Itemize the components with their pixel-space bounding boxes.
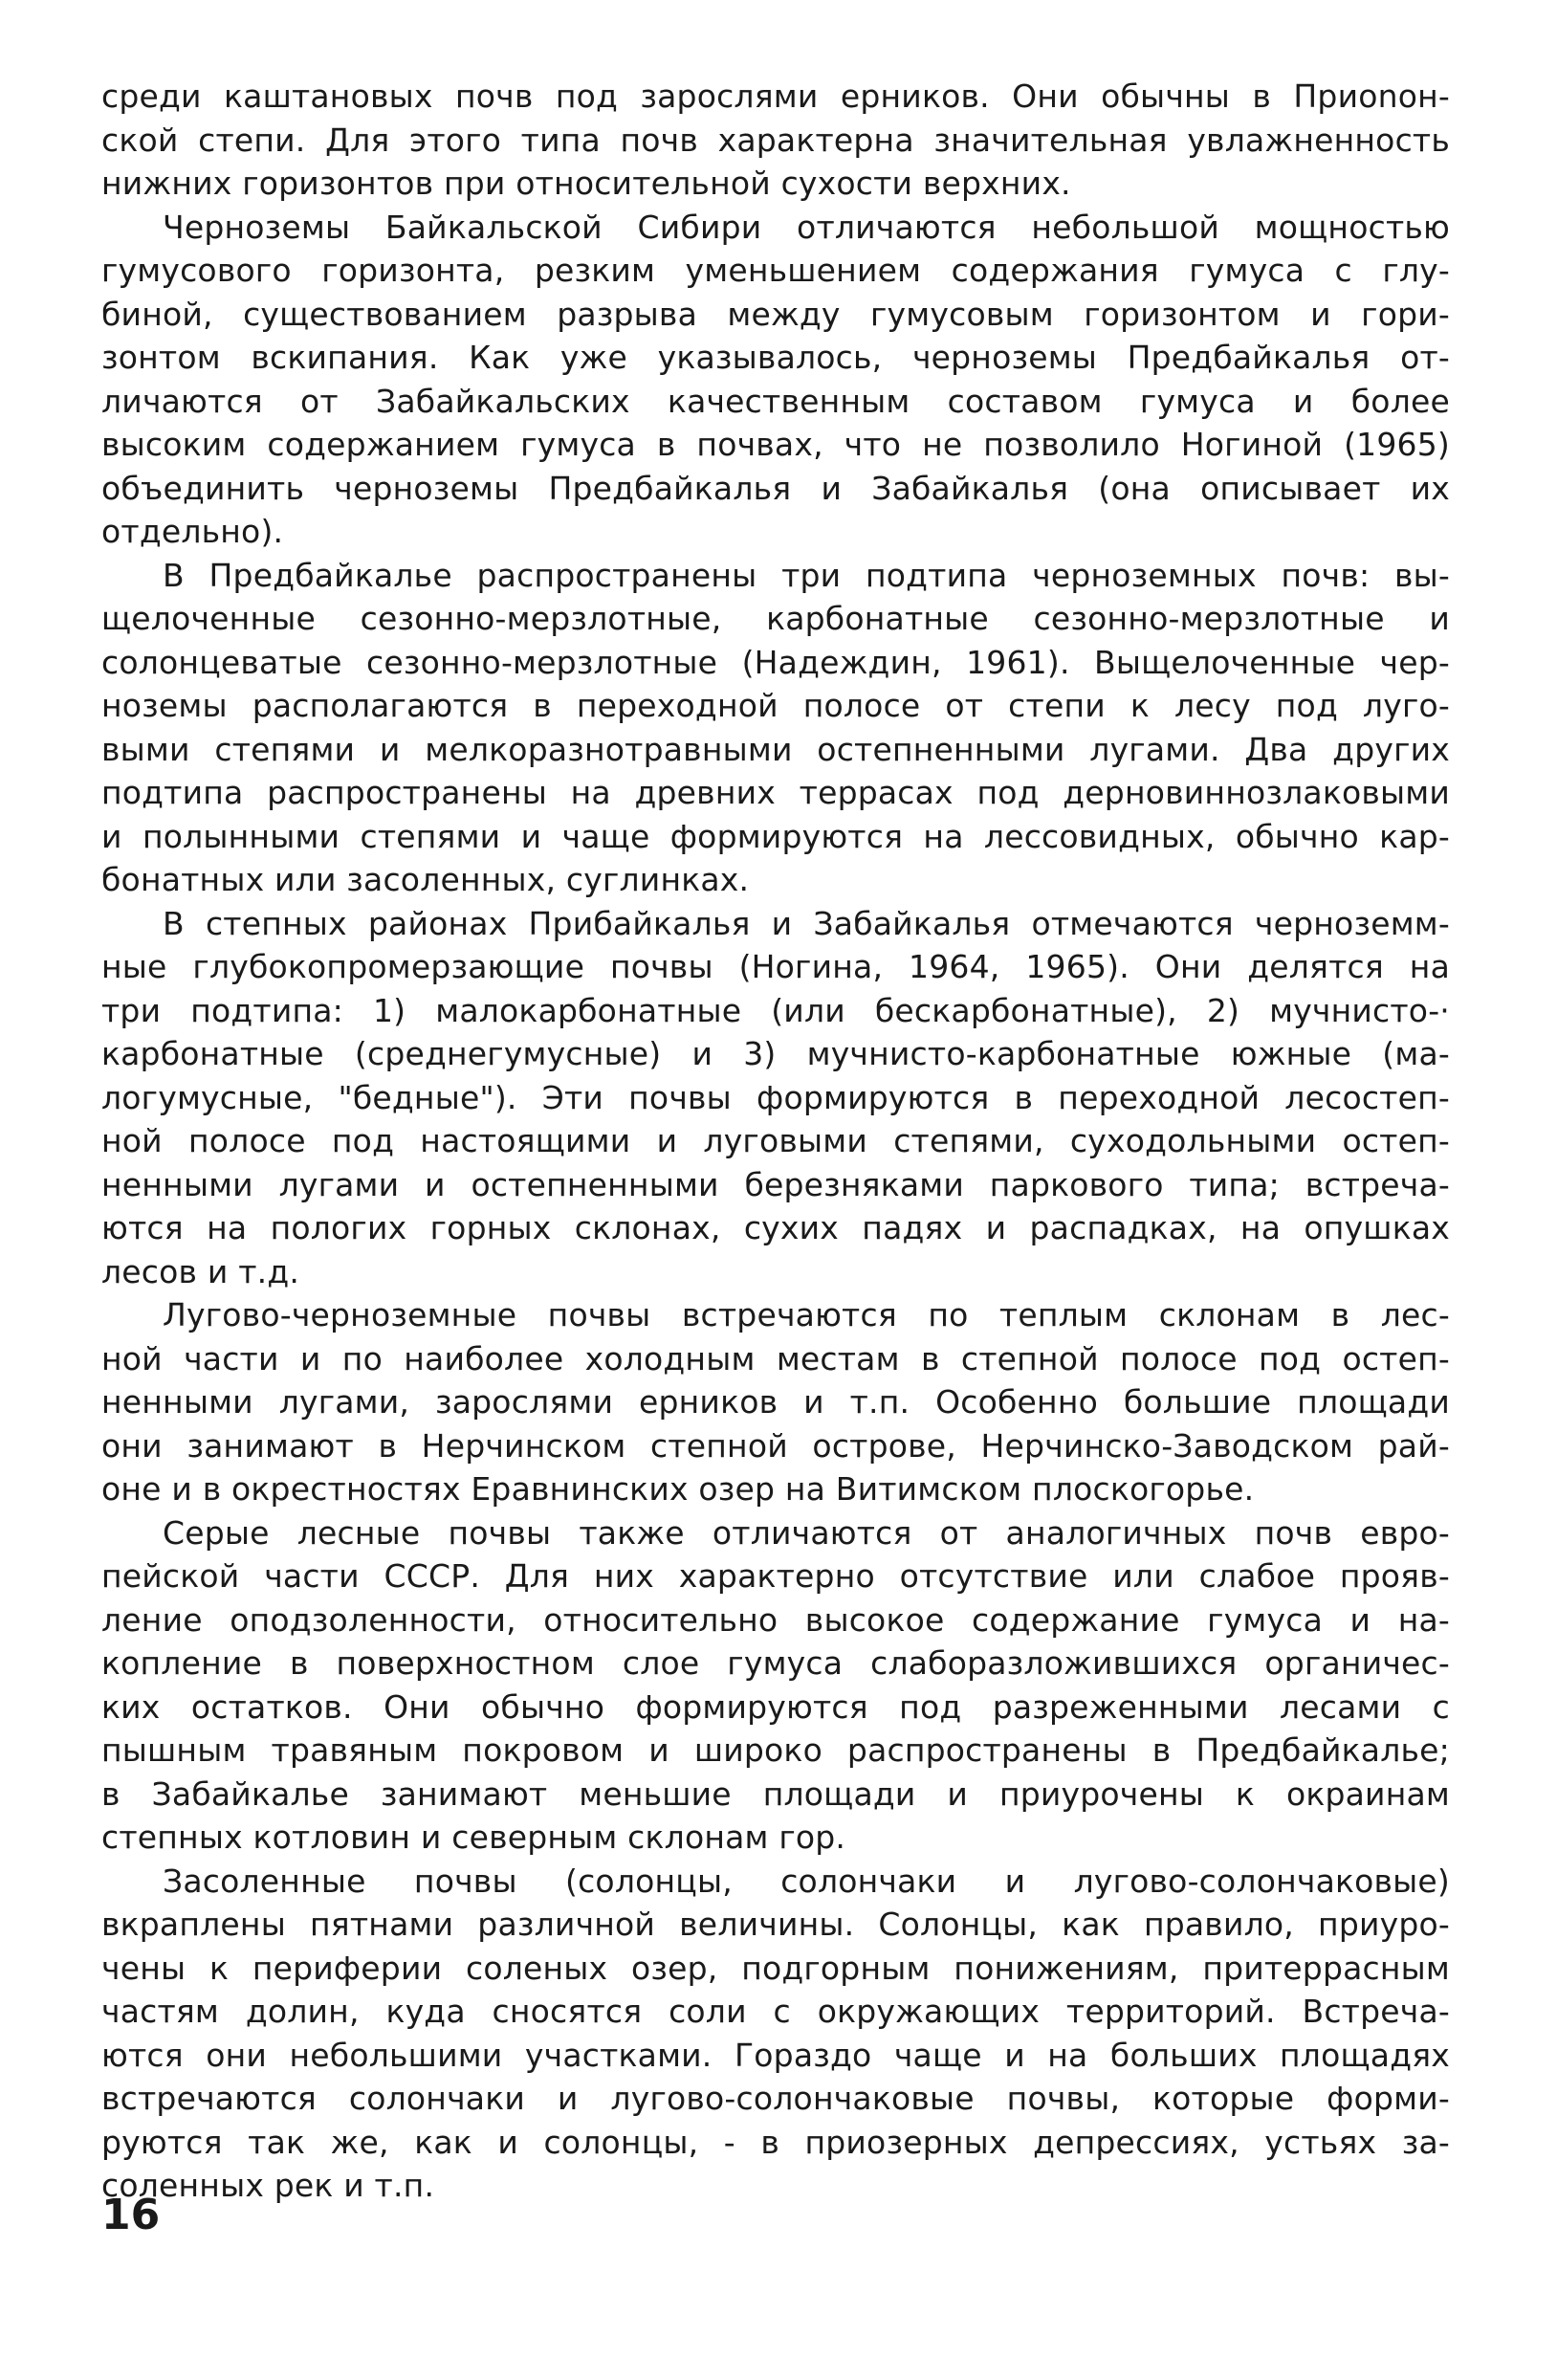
text-line: отдельно). xyxy=(101,513,284,550)
text-line: солонцеватые сезонно-мерзлотные (Надеждин, 1961). Выщелоченные чер- xyxy=(101,643,1450,681)
text-line: оне и в окрестностях Еравнинских озер на Витимском плоскогорье. xyxy=(101,1470,1255,1508)
text-line: встречаются солончаки и лугово-солончаковые почвы, которые форми- xyxy=(101,2080,1450,2117)
text-line: ной части и по наиболее холодным местам в степной полосе под остеп- xyxy=(101,1339,1450,1377)
text-line: среди каштановых почв под зарослями ерников. Они обычны в Приonон- xyxy=(101,77,1450,115)
text-line: гумусового горизонта, резким уменьшением содержания гумуса с глу- xyxy=(101,252,1450,289)
text-line: в Забайкалье занимают меньшие площади и приурочены к окраинам xyxy=(101,1774,1450,1813)
text-line: щелоченные сезонно-мерзлотные, карбонатные сезонно-мерзлотные и xyxy=(101,600,1450,637)
text-line: объединить черноземы Предбайкалья и Забайкалья (она описывает их xyxy=(101,469,1450,507)
paragraph-3 xyxy=(101,554,1450,902)
text-line: пейской части СССР. Для них характерно отсутствие или слабое прояв- xyxy=(101,1557,1450,1595)
text-line: соленных рек и т.п. xyxy=(101,2167,435,2204)
page-body xyxy=(101,75,1450,2208)
text-line: выми степями и мелкоразнотравными остепненными лугами. Два других xyxy=(101,730,1450,768)
paragraph-7 xyxy=(101,1860,1450,2208)
text-line: ненными лугами, зарослями ерников и т.п. Особенно большие площади xyxy=(101,1383,1450,1421)
paragraph-2 xyxy=(101,206,1450,554)
text-line: ской степи. Для этого типа почв характерна значительная увлажненность xyxy=(101,121,1450,159)
paragraph-5 xyxy=(101,1293,1450,1511)
text-line: подтипа распространены на древних террасах под дерновиннозлаковыми xyxy=(101,774,1450,811)
text-line: лесов и т.д. xyxy=(101,1252,300,1290)
text-line: ненными лугами и остепненными березняками паркового типа; встреча- xyxy=(101,1165,1450,1203)
paragraph-4 xyxy=(101,902,1450,1294)
text-line: три подтипа: 1) малокарбонатные (или бескарбонатные), 2) мучнисто-· xyxy=(101,991,1450,1029)
text-line: В степных районах Прибайкалья и Забайкалья отмечаются черноземм- xyxy=(163,904,1450,942)
text-line: бонатных или засоленных, суглинках. xyxy=(101,861,750,898)
text-line: Лугово-черноземные почвы встречаются по теплым склонам в лес- xyxy=(163,1296,1450,1333)
text-line: пышным травяным покровом и широко распространены в Предбайкалье; xyxy=(101,1731,1450,1769)
text-line: логумусные, "бедные"). Эти почвы формируются в переходной лесостеп- xyxy=(101,1078,1450,1116)
text-line: ление оподзоленности, относительно высокое содержание гумуса и на- xyxy=(101,1600,1450,1639)
text-line: Черноземы Байкальской Сибири отличаются небольшой мощностью xyxy=(163,208,1450,246)
text-line: В Предбайкалье распространены три подтипа черноземных почв: вы- xyxy=(163,556,1450,594)
text-line: они занимают в Нерчинском степной острове, Нерчинско-Заводском рай- xyxy=(101,1426,1450,1465)
text-line: Засоленные почвы (солонцы, солончаки и лугово-солончаковые) xyxy=(163,1862,1450,1900)
text-line: ких остатков. Они обычно формируются под разреженными лесами с xyxy=(101,1687,1450,1726)
text-line: Серые лесные почвы также отличаются от аналогичных почв евро- xyxy=(163,1513,1450,1552)
text-line: чены к периферии соленых озер, подгорным понижениям, притеррасным xyxy=(101,1949,1450,1987)
text-line: ной полосе под настоящими и луговыми степями, суходольными остеп- xyxy=(101,1122,1450,1159)
paragraph-6 xyxy=(101,1511,1450,1860)
text-line: высоким содержанием гумуса в почвах, что не позволило Ногиной (1965) xyxy=(101,426,1450,463)
text-line: ются они небольшими участками. Гораздо чаще и на больших площадях xyxy=(101,2036,1450,2074)
text-line: нижних горизонтов при относительной сухости верхних. xyxy=(101,165,1071,202)
paragraph-1 xyxy=(101,75,1450,206)
text-line: частям долин, куда сносятся соли с окружающих территорий. Встреча- xyxy=(101,1993,1450,2030)
text-line: биной, существованием разрыва между гумусовым горизонтом и гори- xyxy=(101,295,1450,333)
text-line: руются так же, как и солонцы, - в приозерных депрессиях, устьях за- xyxy=(101,2123,1450,2161)
text-line: ноземы располагаются в переходной полосе от степи к лесу под луго- xyxy=(101,687,1450,724)
text-line: ются на пологих горных склонах, сухих падях и распадках, на опушках xyxy=(101,1209,1450,1246)
text-line: личаются от Забайкальских качественным составом гумуса и более xyxy=(101,382,1450,420)
text-line: копление в поверхностном слое гумуса слаборазложившихся органичес- xyxy=(101,1644,1450,1682)
page-number: 16 xyxy=(101,2191,161,2239)
text-line: карбонатные (среднегумусные) и 3) мучнисто-карбонатные южные (ма- xyxy=(101,1035,1450,1072)
text-line: степных котловин и северным склонам гор. xyxy=(101,1818,846,1856)
text-line: зонтом вскипания. Как уже указывалось, черноземы Предбайкалья от- xyxy=(101,339,1450,376)
text-line: ные глубокопромерзающие почвы (Ногина, 1964, 1965). Они делятся на xyxy=(101,948,1450,985)
text-line: вкраплены пятнами различной величины. Солонцы, как правило, приуро- xyxy=(101,1906,1450,1943)
text-line: и полынными степями и чаще формируются на лессовидных, обычно кар- xyxy=(101,817,1450,855)
